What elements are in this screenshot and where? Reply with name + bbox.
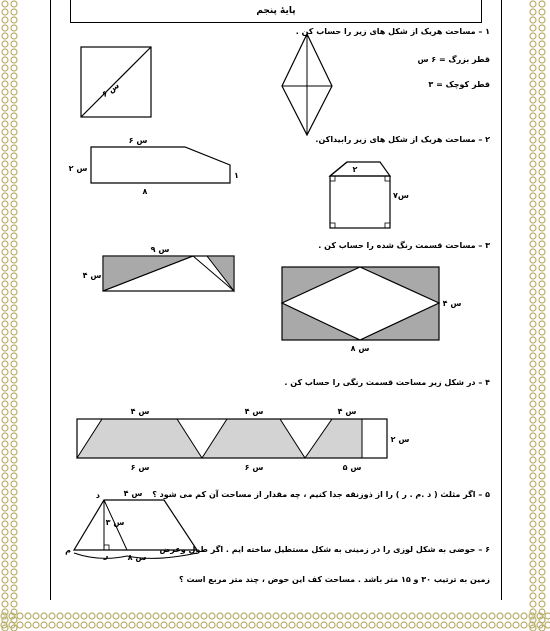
q4-top-label-2: ۴ س <box>244 407 264 416</box>
rect2-bottom-label: ۸ س <box>350 344 370 353</box>
q1-rhombus-figure <box>282 34 332 135</box>
rect2-right-label: ۴ س <box>442 299 462 308</box>
trapezoid-right-label: ۱ <box>234 171 239 180</box>
q3-rectangle-1-figure <box>83 245 234 291</box>
page-title: پایهٔ پنجم <box>70 0 482 23</box>
box-side-label: ۷س <box>393 191 409 200</box>
q5-vertex-d: د <box>95 491 100 500</box>
question-2-text: ۲ – مساحت هریک از شکل های زیر رابیداکن. <box>315 135 490 144</box>
rect1-top-label: ۹ س <box>150 245 170 254</box>
rect1-left-label: ۴ س <box>82 271 102 280</box>
question-1-text: ۱ – مساحت هریک از شکل های زیر را حساب کن . <box>295 27 490 36</box>
trapezoid-bottom-label: ۸ <box>142 187 148 196</box>
q4-right-label: ۲ س <box>390 435 410 444</box>
q5-vertex-m: م <box>65 546 71 555</box>
trapezoid-left-label: ۲ س <box>68 164 88 173</box>
q5-trapezoid-figure <box>65 489 197 563</box>
q4-bottom-label-1: ۶ س <box>130 463 150 472</box>
q4-bottom-label-2: ۶ س <box>244 463 264 472</box>
question-4-text: ۴ – در شکل زیر مساحت قسمت رنگی را حساب کن . <box>284 378 490 387</box>
q1-square-figure <box>81 47 151 117</box>
q3-rectangle-2-figure <box>282 267 461 354</box>
q2-trapezoid-figure <box>69 136 239 196</box>
q4-top-label-1: ۴ س <box>130 407 150 416</box>
q5-top-label: ۴ س <box>123 489 143 498</box>
question-6-line-1: ۶ – حوضی به شکل لوزی را در زمینی به شکل مستطیل ساخته ایم . اگر طول وعرض <box>159 545 490 554</box>
question-3-text: ۳ – مساحت قسمت رنگ شده را حساب کن . <box>318 241 490 250</box>
trapezoid-top-label: ۶ س <box>128 136 148 145</box>
box-top-label: ۲ <box>352 165 358 174</box>
q2-box-figure <box>330 162 409 228</box>
q4-top-label-3: ۴ س <box>337 407 357 416</box>
q4-bottom-label-3: ۵ س <box>342 463 362 472</box>
small-diagonal-label: قطر کوچک = ۳ <box>428 80 490 89</box>
q5-height-label: ۳ س <box>105 518 125 527</box>
q5-vertex-r: ر <box>103 551 109 560</box>
square-diagonal-label: ۶ س <box>100 80 121 100</box>
q5-bottom-label: ۸ س <box>127 553 147 562</box>
question-6-line-2: زمین به ترتیب ۳۰ و ۱۵ متر باشد . مساحت کف این حوض ، چند متر مربع است ؟ <box>179 575 490 584</box>
big-diagonal-label: قطر بزرگ = ۶ س <box>417 55 490 64</box>
q4-strip-figure <box>77 407 409 473</box>
question-5-text: ۵ – اگر مثلث ( د .م . ر ) را از ذوزنقه جدا کنیم ، چه مقدار از مساحت آن کم می شود ؟ <box>152 490 490 499</box>
